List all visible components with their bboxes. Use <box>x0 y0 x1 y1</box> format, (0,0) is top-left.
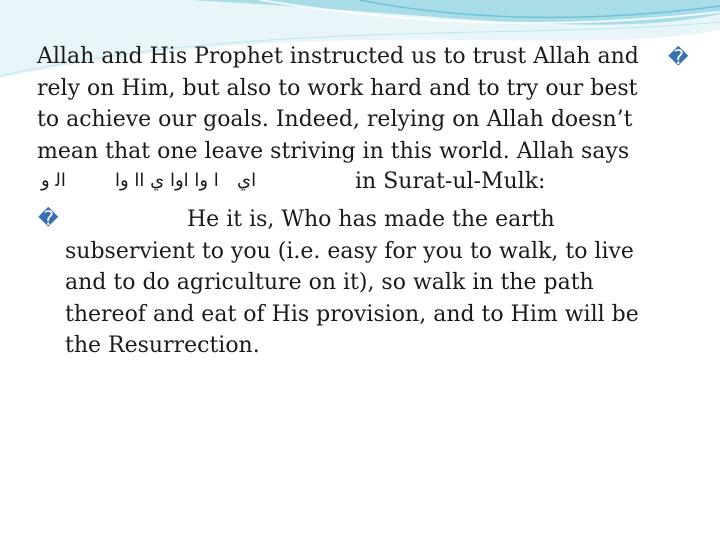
quote-line: the Resurrection. <box>65 333 260 358</box>
quote-line: subservient to you (i.e. easy for you to walk, to live <box>65 238 634 264</box>
arabic-fragment: ﺍﻱ <box>237 170 257 191</box>
quote-line: and to do agriculture on it), so walk in the path <box>65 270 594 295</box>
intro-line: Allah and His Prophet instructed us to trust Allah and <box>37 44 639 69</box>
arabic-fragment: ﺍﻟ ﻭ <box>41 170 66 191</box>
arabic-fragment: ﺍ ﻭﺍ ﺍﻭﺍ ﻱ ﺍﺍ ﻭﺍ <box>115 170 219 191</box>
intro-line: mean that one leave striving in this world. Allah says <box>37 138 630 164</box>
surah-reference: in Surat-ul-Mulk: <box>355 169 546 194</box>
quote-line: He it is, Who has made the earth <box>187 207 555 232</box>
intro-line: to achieve our goals. Indeed, relying on Allah doesn’t <box>37 107 633 132</box>
bullet-icon: � <box>38 206 59 230</box>
quote-translation <box>65 204 675 362</box>
quote-line: thereof and eat of His provision, and to Him will be <box>65 301 639 327</box>
intro-line: rely on Him, but also to work hard and to try our best <box>37 75 638 101</box>
intro-paragraph <box>37 41 667 167</box>
arabic-verse-row <box>37 170 677 200</box>
bullet-icon: � <box>668 45 689 69</box>
